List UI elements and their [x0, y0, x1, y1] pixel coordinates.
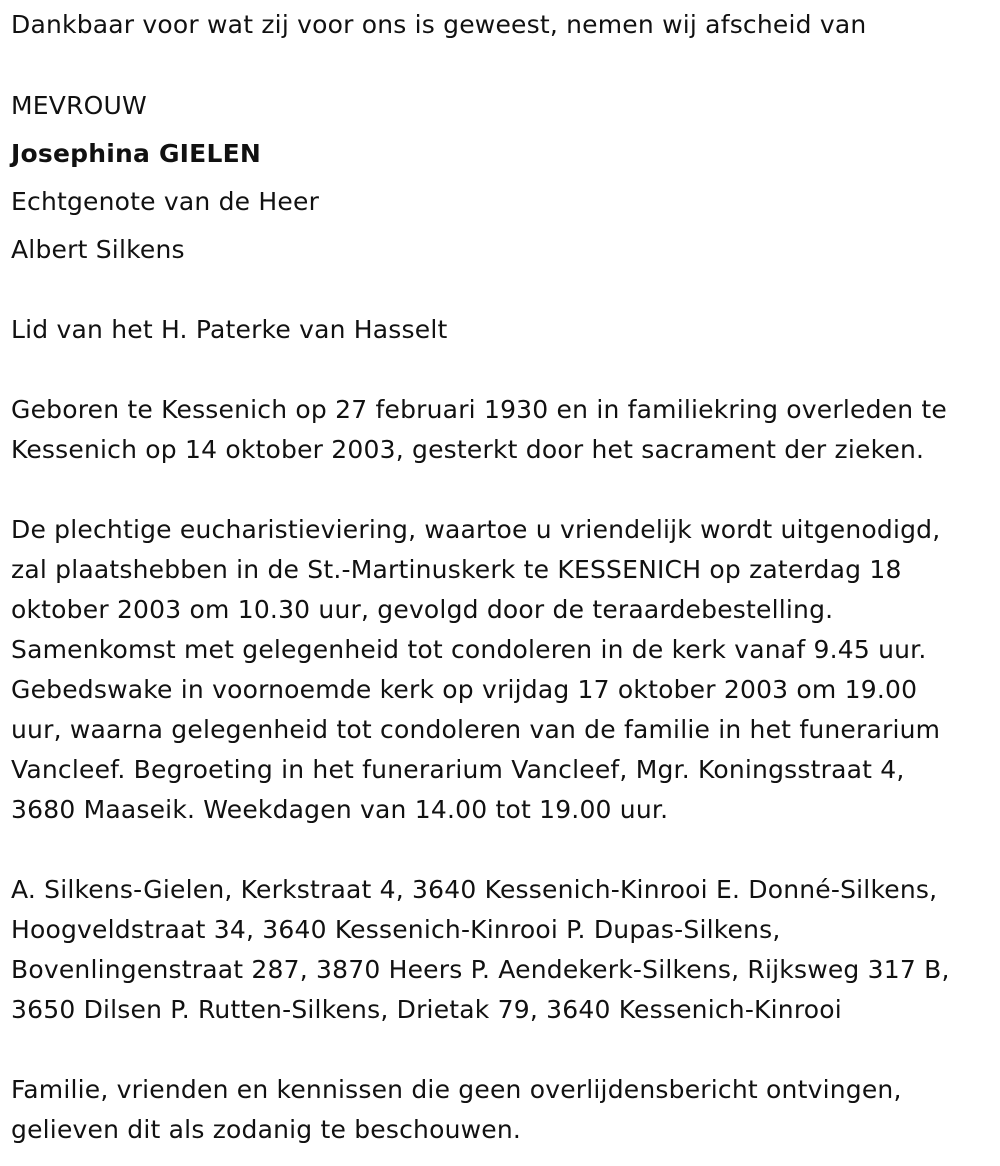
paragraph-line: 3650 Dilsen P. Rutten-Silkens, Drietak 79, 3640 Kessenich-Kinrooi: [11, 995, 842, 1024]
honorific-title: MEVROUW: [11, 91, 147, 120]
intro-text: Dankbaar voor wat zij voor ons is geweest, nemen wij afscheid van: [11, 10, 867, 39]
paragraph-line: oktober 2003 om 10.30 uur, gevolgd door de teraardebestelling.: [11, 595, 834, 624]
paragraph-line: Kessenich op 14 oktober 2003, gesterkt door het sacrament der zieken.: [11, 435, 925, 464]
spouse-line-1: Echtgenote van de Heer: [11, 187, 320, 216]
paragraph-line: 3680 Maaseik. Weekdagen van 14.00 tot 19.00 uur.: [11, 795, 669, 824]
paragraph-line: zal plaatshebben in de St.-Martinuskerk te KESSENICH op zaterdag 18: [11, 555, 902, 584]
paragraph-line: De plechtige eucharistieviering, waartoe u vriendelijk wordt uitgenodigd,: [11, 515, 941, 544]
paragraph-line: uur, waarna gelegenheid tot condoleren van de familie in het funerarium: [11, 715, 941, 744]
service-paragraph: [11, 510, 996, 830]
membership-text: Lid van het H. Paterke van Hasselt: [11, 315, 448, 344]
paragraph-line: Familie, vrienden en kennissen die geen overlijdensbericht ontvingen,: [11, 1075, 902, 1104]
paragraph-line: Vancleef. Begroeting in het funerarium Vancleef, Mgr. Koningsstraat 4,: [11, 755, 905, 784]
paragraph-line: Gebedswake in voornoemde kerk op vrijdag 17 oktober 2003 om 19.00: [11, 675, 918, 704]
paragraph-line: Hoogveldstraat 34, 3640 Kessenich-Kinrooi P. Dupas-Silkens,: [11, 915, 781, 944]
paragraph-line: gelieven dit als zodanig te beschouwen.: [11, 1115, 522, 1144]
deceased-name: Josephina GIELEN: [11, 139, 261, 168]
paragraph-line: Samenkomst met gelegenheid tot condoleren in de kerk vanaf 9.45 uur.: [11, 635, 927, 664]
paragraph-line: A. Silkens-Gielen, Kerkstraat 4, 3640 Kessenich-Kinrooi E. Donné-Silkens,: [11, 875, 938, 904]
family-paragraph: [11, 870, 996, 1030]
birth-death-paragraph: [11, 390, 996, 470]
paragraph-line: Bovenlingenstraat 287, 3870 Heers P. Aendekerk-Silkens, Rijksweg 317 B,: [11, 955, 950, 984]
spouse-line-2: Albert Silkens: [11, 235, 185, 264]
closing-paragraph: [11, 1070, 996, 1150]
paragraph-line: Geboren te Kessenich op 27 februari 1930 en in familiekring overleden te: [11, 395, 948, 424]
